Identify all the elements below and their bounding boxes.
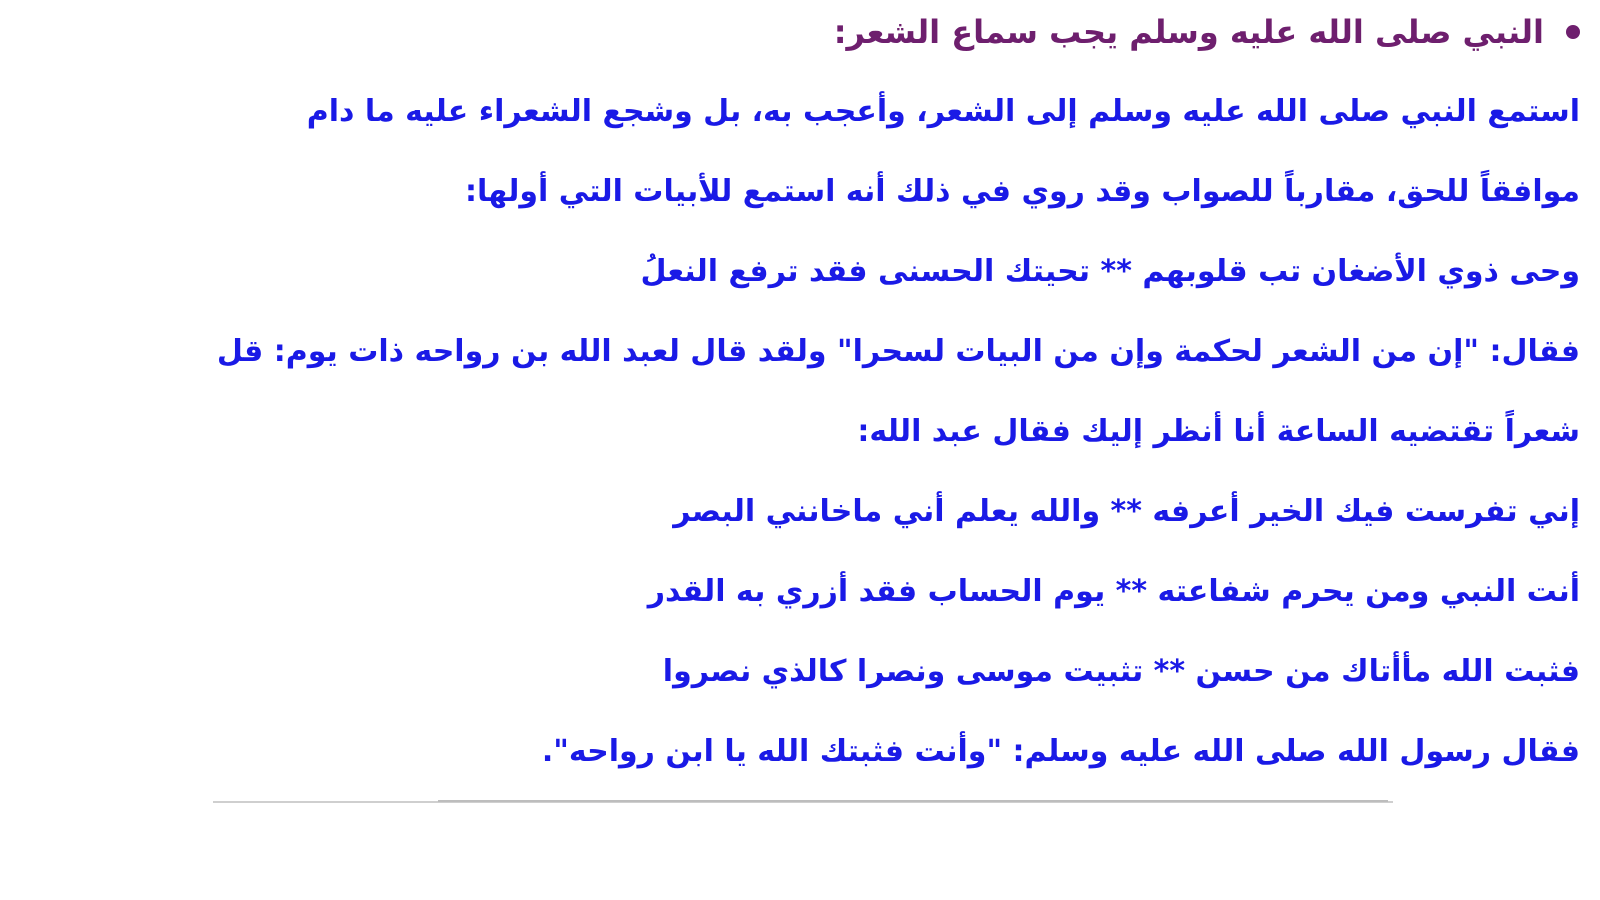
poem-verse: وحى ذوي الأضغان تب قلوبهم ** تحيتك الحسنى فقد ترفع النعلُ [640, 254, 1580, 289]
bullet-icon [1566, 25, 1580, 39]
poem-verse: فثبت الله مأأتاك من حسن ** تثبيت موسى ونصرا كالذي نصروا [662, 654, 1580, 689]
section-heading [834, 6, 1580, 58]
poem-verse: أنت النبي ومن يحرم شفاعته ** يوم الحساب فقد أزري به القدر [647, 574, 1580, 609]
text-line: موافقاً للحق، مقارباً للصواب وقد روي في ذلك أنه استمع للأبيات التي أولها: [465, 174, 1580, 209]
text-line: استمع النبي صلى الله عليه وسلم إلى الشعر، وأعجب به، بل وشجع الشعراء عليه ما دام [306, 94, 1580, 129]
poem-verse: إني تفرست فيك الخير أعرفه ** والله يعلم أني ماخانني البصر [673, 494, 1580, 529]
horizontal-divider-accent [438, 800, 1388, 802]
body-text [200, 72, 1580, 792]
text-line: فقال رسول الله صلى الله عليه وسلم: "وأنت فثبتك الله يا ابن رواحه". [541, 734, 1580, 769]
text-line: شعراً تقتضيه الساعة أنا أنظر إليك فقال عبد الله: [857, 414, 1580, 449]
heading-text: النبي صلى الله عليه وسلم يجب سماع الشعر: [833, 13, 1544, 51]
text-line: فقال: "إن من الشعر لحكمة وإن من البيات لسحرا" ولقد قال لعبد الله بن رواحه ذات يوم: قل [216, 334, 1580, 369]
